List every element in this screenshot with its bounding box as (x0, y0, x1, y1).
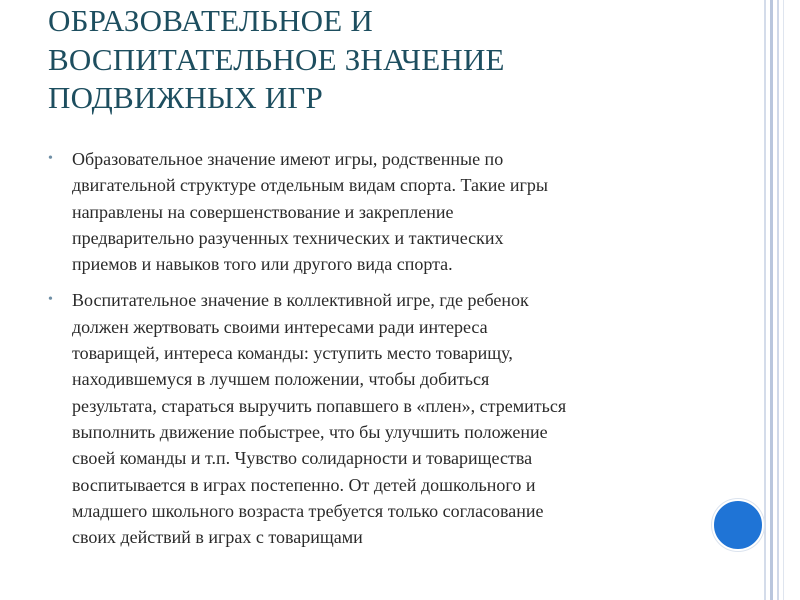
bullet-line: Образовательное значение имеют игры, родственные по (72, 149, 504, 169)
title-line: ОБРАЗОВАТЕЛЬНОЕ И (48, 3, 373, 38)
bullet-line: двигательной структуре отдельным видам спорта. Такие игры (72, 175, 548, 196)
bullet-line: должен жертвовать своими интересами ради интереса (72, 316, 488, 337)
bullet-line: направлены на совершенствование и закрепление (72, 201, 454, 222)
bullet-text (72, 146, 698, 277)
bullet-text (72, 287, 698, 550)
right-border-line (777, 0, 779, 600)
right-border-line (764, 0, 766, 600)
blue-circle-icon (712, 499, 764, 551)
title-line: ВОСПИТАТЕЛЬНОЕ ЗНАЧЕНИЕ (48, 41, 505, 77)
bullet-line: находившемуся в лучшем положении, чтобы добиться (72, 369, 490, 390)
bullet-list (48, 146, 698, 560)
bullet-line: выполнить движение побыстрее, что бы улучшить положение (72, 421, 548, 442)
bullet-item-upbringing (48, 287, 698, 550)
right-border-line (770, 0, 773, 600)
bullet-icon: • (48, 292, 53, 308)
bullet-line: предварительно разученных технических и тактических (72, 227, 504, 248)
bullet-line: своей команды и т.п. Чувство солидарности и товарищества (72, 448, 533, 469)
bullet-line: младшего школьного возраста требуется только согласование (72, 500, 544, 521)
slide-title (48, 2, 748, 118)
title-line: ПОДВИЖНЫХ ИГР (48, 80, 323, 115)
bullet-line: приемов и навыков того или другого вида спорта. (72, 254, 453, 275)
bullet-line: результата, стараться выручить попавшего в «плен», стремиться (72, 395, 567, 416)
bullet-line: воспитывается в играх постепенно. От детей дошкольного и (72, 474, 536, 495)
bullet-line: Воспитательное значение в коллективной игре, где ребенок (72, 290, 529, 311)
bullet-line: товарищей, интереса команды: уступить место товарищу, (72, 343, 513, 364)
bullet-line: своих действий в играх с товарищами (72, 527, 363, 548)
bullet-item-educational (48, 146, 698, 277)
bullet-icon: • (48, 151, 53, 166)
right-border-line (783, 0, 784, 600)
